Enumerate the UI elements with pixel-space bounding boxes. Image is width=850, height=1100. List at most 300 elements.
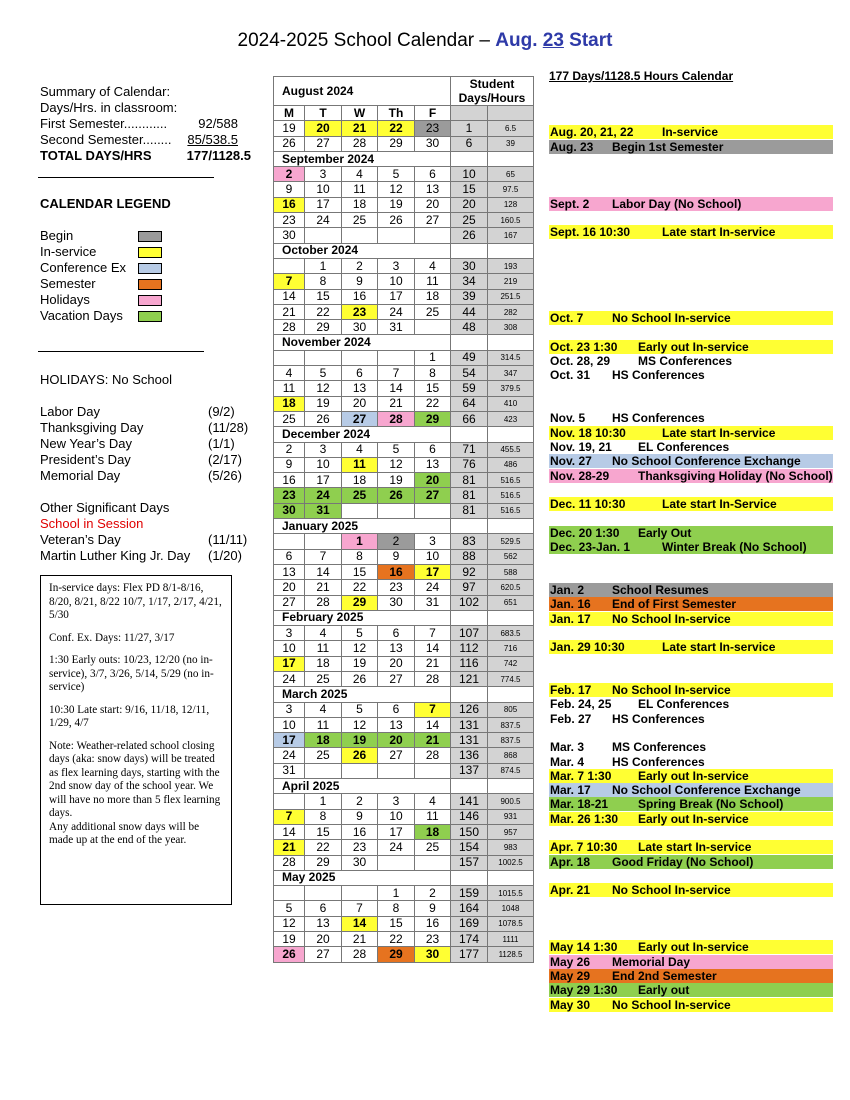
day-cell: 28 <box>378 411 415 426</box>
week-row <box>274 381 534 396</box>
event-item <box>549 797 833 811</box>
day-cell: 4 <box>342 167 378 182</box>
day-cell: 16 <box>274 473 305 488</box>
student-hours: 1111 <box>488 932 534 947</box>
day-cell: 24 <box>378 840 415 855</box>
month-row <box>274 427 534 442</box>
event-text: No School In-service <box>612 611 731 626</box>
day-cell: 26 <box>378 488 415 503</box>
day-cell: 11 <box>305 717 342 732</box>
other-days-list <box>40 532 265 564</box>
student-hours: 529.5 <box>488 534 534 549</box>
holiday-item: Martin Luther King Jr. Day (1/20) <box>40 548 242 563</box>
first-semester-row: First Semester............ 92/588 <box>40 116 238 131</box>
day-cell: 28 <box>415 748 451 763</box>
event-date: Oct. 23 1:30 <box>550 339 618 354</box>
month-spacer <box>488 151 534 166</box>
note-paragraph: Conf. Ex. Days: 11/27, 3/17 <box>49 631 175 644</box>
day-cell: 7 <box>415 702 451 717</box>
month-spacer <box>488 870 534 885</box>
day-cell: 15 <box>342 564 378 579</box>
day-cell: 9 <box>274 182 305 197</box>
day-cell: 6 <box>378 702 415 717</box>
title-highlight: Aug. 23 Start <box>495 30 613 51</box>
month-spacer <box>488 687 534 702</box>
day-cell: 6 <box>415 442 451 457</box>
student-day-count: 64 <box>451 396 488 411</box>
legend-swatch <box>138 311 162 322</box>
student-day-count: 48 <box>451 320 488 335</box>
event-text: Spring Break (No School) <box>638 797 784 812</box>
day-cell <box>378 763 415 778</box>
day-cell: 3 <box>378 258 415 273</box>
event-item <box>549 125 833 139</box>
student-day-count: 81 <box>451 503 488 518</box>
day-cell: 4 <box>305 626 342 641</box>
total-row: TOTAL DAYS/HRS 177/1128.5 <box>40 148 251 163</box>
page-title <box>0 30 850 52</box>
student-day-count: 71 <box>451 442 488 457</box>
student-hours: 423 <box>488 411 534 426</box>
event-text: HS Conferences <box>612 711 705 726</box>
student-hours: 1078.5 <box>488 916 534 931</box>
student-hours: 774.5 <box>488 671 534 686</box>
event-item <box>549 426 833 440</box>
event-date: Jan. 16 <box>550 597 591 612</box>
day-cell: 3 <box>415 534 451 549</box>
event-item <box>549 225 833 239</box>
student-hours: 347 <box>488 366 534 381</box>
week-row <box>274 886 534 901</box>
event-date: Sept. 16 10:30 <box>550 225 631 240</box>
student-day-count: 164 <box>451 901 488 916</box>
student-day-count: 174 <box>451 932 488 947</box>
student-day-count: 54 <box>451 366 488 381</box>
day-cell: 21 <box>305 580 342 595</box>
day-cell: 23 <box>274 213 305 228</box>
event-date: Dec. 20 1:30 <box>550 525 620 540</box>
day-cell: 24 <box>378 304 415 319</box>
day-cell: 12 <box>342 717 378 732</box>
day-cell <box>342 763 378 778</box>
student-day-count: 83 <box>451 534 488 549</box>
day-cell <box>342 350 378 365</box>
event-date: May 14 1:30 <box>550 940 618 955</box>
day-cell: 21 <box>274 304 305 319</box>
week-row <box>274 549 534 564</box>
day-cell: 14 <box>305 564 342 579</box>
student-hours: 97.5 <box>488 182 534 197</box>
student-hours: 1002.5 <box>488 855 534 870</box>
day-cell: 19 <box>274 121 305 136</box>
day-cell: 25 <box>305 748 342 763</box>
event-date: Nov. 28-29 <box>550 468 610 483</box>
event-date: Nov. 19, 21 <box>550 439 612 454</box>
month-label: September 2024 <box>274 151 451 166</box>
week-row <box>274 748 534 763</box>
student-day-count: 30 <box>451 258 488 273</box>
event-item <box>549 497 833 511</box>
event-date: Mar. 7 1:30 <box>550 768 612 783</box>
event-text: Memorial Day <box>612 954 691 969</box>
student-day-count: 44 <box>451 304 488 319</box>
student-hours: 282 <box>488 304 534 319</box>
month-label: December 2024 <box>274 427 451 442</box>
other-days-title: Other Significant Days <box>40 500 170 515</box>
title-prefix: 2024-2025 School Calendar – <box>237 30 496 51</box>
event-text: End 2nd Semester <box>612 969 717 983</box>
day-cell: 27 <box>415 488 451 503</box>
month-label: August 2024 <box>274 77 451 106</box>
day-cell: 29 <box>305 855 342 870</box>
week-row <box>274 473 534 488</box>
student-day-count: 88 <box>451 549 488 564</box>
day-cell: 23 <box>342 304 378 319</box>
day-cell: 18 <box>305 656 342 671</box>
student-hours: 219 <box>488 274 534 289</box>
student-day-count: 26 <box>451 228 488 243</box>
event-text: HS Conferences <box>612 754 705 769</box>
student-day-count: 121 <box>451 671 488 686</box>
event-text: In-service <box>662 125 719 140</box>
weekday-label: T <box>305 106 342 121</box>
day-cell: 18 <box>305 733 342 748</box>
day-cell: 27 <box>378 671 415 686</box>
legend-swatch <box>138 247 162 258</box>
student-day-count: 169 <box>451 916 488 931</box>
week-row <box>274 626 534 641</box>
month-row <box>274 870 534 885</box>
week-row <box>274 213 534 228</box>
day-cell: 8 <box>415 366 451 381</box>
day-cell: 23 <box>415 121 451 136</box>
day-cell: 29 <box>305 320 342 335</box>
event-date: Nov. 5 <box>550 411 586 426</box>
day-cell: 3 <box>305 442 342 457</box>
day-cell: 22 <box>305 840 342 855</box>
holiday-item: Veteran’s Day (11/11) <box>40 532 248 547</box>
student-hours: 486 <box>488 457 534 472</box>
event-item <box>549 883 833 897</box>
day-cell: 24 <box>415 580 451 595</box>
school-in-session: School in Session <box>40 516 144 531</box>
event-item <box>549 998 833 1012</box>
event-text: No School In-service <box>612 311 731 326</box>
legend-swatch <box>138 295 162 306</box>
holiday-item: Labor Day (9/2) <box>40 404 235 419</box>
day-cell: 6 <box>274 549 305 564</box>
student-days-blank <box>451 106 488 121</box>
student-hours: 167 <box>488 228 534 243</box>
legend-item: Vacation Days <box>40 308 265 324</box>
student-hours-blank <box>488 106 534 121</box>
event-item <box>549 855 833 869</box>
day-cell: 25 <box>305 671 342 686</box>
event-text: Winter Break (No School) <box>662 540 807 554</box>
student-hours: 588 <box>488 564 534 579</box>
day-cell: 28 <box>342 136 378 151</box>
day-cell: 16 <box>342 824 378 839</box>
day-cell: 24 <box>274 671 305 686</box>
summary-title: Summary of Calendar: <box>40 84 171 99</box>
month-spacer <box>488 243 534 258</box>
legend-item: In-service <box>40 244 265 260</box>
event-date: Feb. 27 <box>550 711 592 726</box>
student-hours: 683.5 <box>488 626 534 641</box>
event-item <box>549 740 833 754</box>
note-paragraph: Any additional snow days will be made up at the end of the year. <box>49 820 200 846</box>
student-day-count: 97 <box>451 580 488 595</box>
day-cell: 29 <box>415 411 451 426</box>
day-cell: 1 <box>342 534 378 549</box>
day-cell: 9 <box>378 549 415 564</box>
legend-swatch <box>138 263 162 274</box>
event-date: May 29 1:30 <box>550 983 618 998</box>
event-text: Late start In-Service <box>662 497 777 512</box>
day-cell: 13 <box>342 381 378 396</box>
day-cell <box>415 855 451 870</box>
student-day-count: 81 <box>451 488 488 503</box>
event-date: Nov. 18 10:30 <box>550 425 626 440</box>
month-spacer <box>451 243 488 258</box>
event-item <box>549 454 833 468</box>
event-item <box>549 640 833 654</box>
divider <box>38 351 204 352</box>
day-cell: 8 <box>305 809 342 824</box>
event-text: Early out In-service <box>638 339 749 354</box>
day-cell: 10 <box>305 182 342 197</box>
day-cell: 17 <box>378 289 415 304</box>
day-cell: 19 <box>305 396 342 411</box>
day-cell <box>274 534 305 549</box>
event-item <box>549 411 833 425</box>
day-cell: 14 <box>274 824 305 839</box>
student-day-count: 81 <box>451 473 488 488</box>
holiday-item: President’s Day (2/17) <box>40 452 242 467</box>
event-text: No School In-service <box>612 683 731 697</box>
student-hours: 193 <box>488 258 534 273</box>
day-cell <box>305 534 342 549</box>
day-cell: 12 <box>378 457 415 472</box>
event-text: Late start In-service <box>662 425 776 440</box>
day-cell: 20 <box>415 473 451 488</box>
day-cell: 28 <box>274 320 305 335</box>
day-cell: 27 <box>342 411 378 426</box>
event-text: No School Conference Exchange <box>612 783 801 798</box>
day-cell: 7 <box>274 274 305 289</box>
month-spacer <box>488 335 534 350</box>
day-cell: 21 <box>378 396 415 411</box>
day-cell: 21 <box>415 733 451 748</box>
student-day-count: 141 <box>451 794 488 809</box>
event-text: Early Out <box>638 525 692 540</box>
day-cell: 31 <box>378 320 415 335</box>
student-day-count: 49 <box>451 350 488 365</box>
event-date: Mar. 18-21 <box>550 797 609 812</box>
event-item <box>549 340 833 354</box>
day-cell: 23 <box>274 488 305 503</box>
day-cell: 20 <box>305 932 342 947</box>
day-cell: 4 <box>415 258 451 273</box>
month-spacer <box>451 519 488 534</box>
holiday-item: Thanksgiving Day (11/28) <box>40 420 249 435</box>
weekday-label: W <box>342 106 378 121</box>
week-row <box>274 901 534 916</box>
event-text: Late start In-service <box>662 225 776 240</box>
event-date: Mar. 3 <box>550 740 585 755</box>
student-hours: 1128.5 <box>488 947 534 962</box>
day-cell: 26 <box>274 136 305 151</box>
day-cell: 2 <box>415 886 451 901</box>
day-cell: 27 <box>305 136 342 151</box>
day-cell: 19 <box>342 656 378 671</box>
day-cell: 28 <box>305 595 342 610</box>
day-cell <box>305 763 342 778</box>
day-cell <box>274 886 305 901</box>
day-cell: 1 <box>305 794 342 809</box>
event-item <box>549 769 833 783</box>
day-cell: 27 <box>274 595 305 610</box>
day-cell: 23 <box>378 580 415 595</box>
day-cell: 25 <box>415 840 451 855</box>
day-cell: 15 <box>415 381 451 396</box>
event-text: Good Friday (No School) <box>612 854 754 869</box>
day-cell: 17 <box>305 473 342 488</box>
month-spacer <box>488 519 534 534</box>
student-days-header: Student Days/Hours <box>451 77 534 106</box>
day-cell: 22 <box>305 304 342 319</box>
month-spacer <box>451 870 488 885</box>
event-item <box>549 140 833 154</box>
day-cell: 6 <box>415 167 451 182</box>
day-cell: 8 <box>378 901 415 916</box>
day-cell: 16 <box>378 564 415 579</box>
left-column <box>40 84 265 564</box>
day-cell: 23 <box>342 840 378 855</box>
student-day-count: 76 <box>451 457 488 472</box>
day-cell: 26 <box>342 671 378 686</box>
event-date: Apr. 21 <box>550 883 591 898</box>
weekday-label: M <box>274 106 305 121</box>
student-hours: 379.5 <box>488 381 534 396</box>
week-row <box>274 442 534 457</box>
divider <box>38 177 214 178</box>
day-cell: 15 <box>305 824 342 839</box>
student-hours: 251.5 <box>488 289 534 304</box>
week-row <box>274 916 534 931</box>
day-cell: 30 <box>378 595 415 610</box>
student-day-count: 39 <box>451 289 488 304</box>
event-item <box>549 368 833 382</box>
day-cell: 18 <box>415 824 451 839</box>
day-cell: 13 <box>274 564 305 579</box>
day-cell: 18 <box>415 289 451 304</box>
day-cell: 25 <box>342 488 378 503</box>
day-cell <box>378 350 415 365</box>
day-cell: 27 <box>415 213 451 228</box>
day-cell: 30 <box>342 320 378 335</box>
week-row <box>274 274 534 289</box>
legend-item: Conference Ex <box>40 260 265 276</box>
day-cell: 7 <box>274 809 305 824</box>
day-cell: 29 <box>342 595 378 610</box>
event-item <box>549 540 833 554</box>
day-cell <box>342 228 378 243</box>
day-cell: 7 <box>342 901 378 916</box>
day-cell: 21 <box>415 656 451 671</box>
week-row <box>274 350 534 365</box>
event-date: Mar. 26 1:30 <box>550 811 619 826</box>
student-day-count: 6 <box>451 136 488 151</box>
legend <box>40 228 265 324</box>
student-hours: 868 <box>488 748 534 763</box>
day-cell: 21 <box>274 840 305 855</box>
day-cell: 15 <box>378 916 415 931</box>
student-hours: 931 <box>488 809 534 824</box>
day-cell: 5 <box>378 167 415 182</box>
day-cell: 18 <box>342 197 378 212</box>
event-date: Oct. 28, 29 <box>550 354 611 369</box>
event-date: Jan. 2 <box>550 582 585 597</box>
month-spacer <box>451 687 488 702</box>
day-cell: 4 <box>305 702 342 717</box>
day-cell: 9 <box>415 901 451 916</box>
student-hours: 39 <box>488 136 534 151</box>
note-paragraph: 1:30 Early outs: 10/23, 12/20 (no in-service), 3/7, 3/26, 5/14, 5/29 (no in-service) <box>49 654 214 693</box>
week-row <box>274 136 534 151</box>
day-cell: 17 <box>415 564 451 579</box>
day-cell: 20 <box>378 733 415 748</box>
event-item <box>549 311 833 325</box>
month-row <box>274 335 534 350</box>
student-hours: 1015.5 <box>488 886 534 901</box>
week-row <box>274 595 534 610</box>
day-cell: 10 <box>274 641 305 656</box>
week-row <box>274 366 534 381</box>
weekday-label: Th <box>378 106 415 121</box>
day-cell: 22 <box>378 121 415 136</box>
month-spacer <box>451 779 488 794</box>
day-cell: 16 <box>342 289 378 304</box>
day-cell: 20 <box>342 396 378 411</box>
month-label: February 2025 <box>274 610 451 625</box>
day-cell: 9 <box>342 274 378 289</box>
day-cell: 21 <box>342 121 378 136</box>
day-cell: 14 <box>415 641 451 656</box>
day-cell: 5 <box>342 626 378 641</box>
week-row <box>274 794 534 809</box>
month-spacer <box>488 779 534 794</box>
week-row <box>274 809 534 824</box>
day-cell: 26 <box>274 947 305 962</box>
student-hours: 957 <box>488 824 534 839</box>
week-row <box>274 580 534 595</box>
event-item <box>549 597 833 611</box>
day-cell: 20 <box>378 656 415 671</box>
day-cell: 12 <box>378 182 415 197</box>
day-cell: 3 <box>305 167 342 182</box>
month-row <box>274 519 534 534</box>
event-text: HS Conferences <box>612 368 705 383</box>
student-day-count: 137 <box>451 763 488 778</box>
week-row <box>274 396 534 411</box>
week-row <box>274 671 534 686</box>
month-spacer <box>451 610 488 625</box>
student-hours: 874.5 <box>488 763 534 778</box>
week-row <box>274 167 534 182</box>
week-row <box>274 121 534 136</box>
day-cell: 24 <box>305 213 342 228</box>
